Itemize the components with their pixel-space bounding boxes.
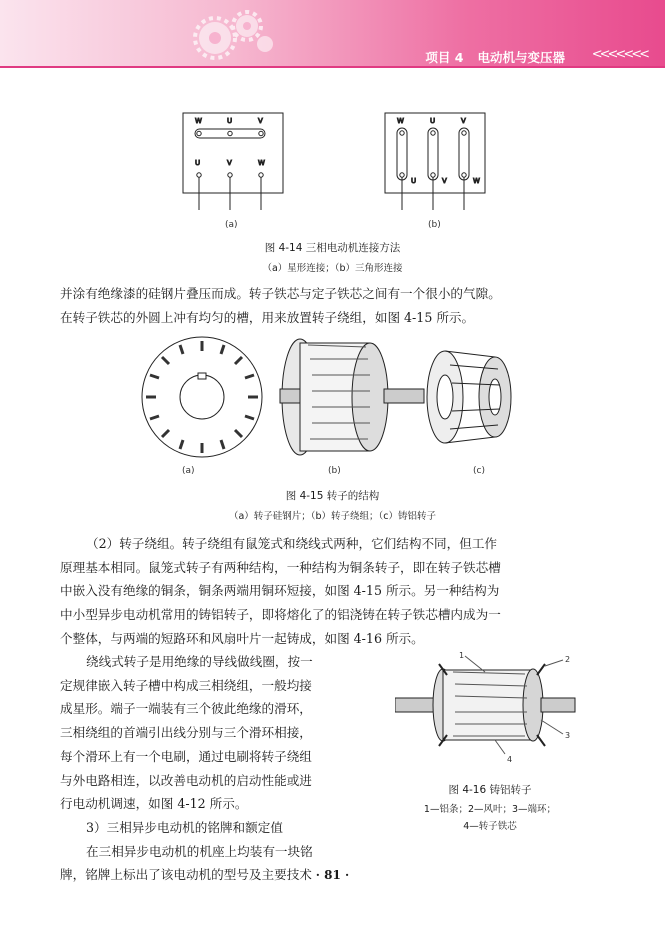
page-number: · 81 ·	[315, 868, 350, 882]
fig-4-15-label-a: (a)	[182, 466, 195, 476]
text-line: 在转子铁芯的外圆上冲有均匀的槽，用来放置转子绕组，如图 4-15 所示。	[60, 309, 475, 325]
text-line: 绕线式转子是用绝缘的导线做线圈，按一	[86, 654, 313, 669]
text-line: 个整体，与两端的短路环和风扇叶片一起铸成，如图 4-16 所示。	[60, 630, 424, 646]
fig-4-15-label-b: (b)	[328, 466, 341, 476]
fig-4-15-caption: 图 4-15 转子的结构	[285, 490, 380, 502]
svg-text:U: U	[195, 159, 201, 167]
svg-text:V: V	[227, 159, 232, 167]
svg-text:W: W	[473, 177, 480, 185]
gear-decoration-icon	[185, 4, 295, 66]
fig-4-14-caption: 图 4-14 三相电动机连接方法	[264, 242, 401, 254]
fig-4-15-label-c: (c)	[473, 466, 485, 476]
svg-text:U: U	[430, 117, 436, 125]
text-line: 每个滑环上有一个电刷，通过电刷将转子绕组	[60, 748, 312, 764]
text-line: 牌，铭牌上标出了该电动机的型号及主要技术	[60, 867, 312, 883]
text-line: 中嵌入没有绝缘的铜条，铜条两端用铜环短接，如图 4-15 所示。另一种结构为	[60, 583, 500, 599]
callout-3: 3	[565, 731, 571, 740]
fig-4-16-legend-line1: 1—铝条；2—风叶；3—端环；	[423, 804, 557, 815]
text-line: 行电动机调速，如图 4-12 所示。	[60, 796, 248, 812]
fig-4-16-caption: 图 4-16 铸铝转子	[448, 784, 532, 796]
fig-4-15-subcaption: （a）转子硅钢片；（b）转子绕组；（c）铸铝转子	[228, 511, 437, 522]
paragraph-rotor-winding	[60, 532, 620, 651]
text-line: 并涂有绝缘漆的硅钢片叠压而成。转子铁芯与定子铁芯之间有一个很小的气隙。	[60, 286, 501, 301]
chevrons-icon: <<<<<<<	[591, 47, 647, 62]
svg-text:V: V	[442, 177, 447, 185]
fig-4-14-connection-diagrams	[175, 103, 505, 233]
callout-4: 4	[507, 755, 513, 764]
text-line: （2）转子绕组。转子绕组有鼠笼式和绕线式两种，它们结构不同，但工作	[86, 536, 498, 551]
svg-text:U: U	[411, 177, 417, 185]
header-chapter: 电动机与变压器	[477, 50, 565, 65]
delta-connection-diagram	[385, 113, 485, 210]
text-line: 中小型异步电动机常用的铸铝转子，即将熔化了的铝浇铸在转子铁芯槽内成为一	[60, 607, 501, 623]
page-header-band	[0, 0, 665, 67]
paragraph-wound-rotor	[60, 650, 390, 887]
text-line: 与外电路相连，以改善电动机的启动性能或进	[60, 772, 312, 788]
callout-1: 1	[459, 651, 465, 660]
svg-text:W: W	[397, 117, 404, 125]
text-line: 原理基本相同。鼠笼式转子有两种结构，一种结构为铜条转子，即在转子铁芯槽	[60, 559, 501, 575]
section-heading: 3）三相异步电动机的铭牌和额定值	[86, 819, 283, 835]
text-line: 三相绕组的首端引出线分别与三个滑环相接，	[60, 725, 312, 741]
svg-text:V: V	[258, 117, 263, 125]
text-line: 在三相异步电动机的机座上均装有一块铭	[86, 843, 313, 859]
text-line: 成星形。端子一端装有三个彼此绝缘的滑环，	[60, 701, 312, 717]
header-project: 项目 4	[425, 50, 464, 65]
svg-text:V: V	[461, 117, 466, 125]
cast-aluminum-rotor-drawing	[427, 351, 511, 443]
callout-2: 2	[565, 655, 571, 664]
svg-text:W: W	[258, 159, 265, 167]
fig-4-16-cast-rotor-drawing	[395, 650, 585, 765]
svg-text:U: U	[227, 117, 233, 125]
svg-text:W: W	[195, 117, 202, 125]
rotor-winding-drawing	[280, 339, 424, 455]
text-line: 定规律嵌入转子槽中构成三相绕组，一般均接	[60, 677, 312, 693]
header-rule	[0, 66, 665, 68]
rotor-lamination-drawing	[142, 337, 262, 457]
fig-4-14-label-b: (b)	[428, 220, 441, 230]
fig-4-16-legend-line2: 4—转子铁芯	[463, 821, 517, 832]
fig-4-14-subcaption: （a）星形连接；（b）三角形连接	[262, 263, 403, 274]
fig-4-15-rotor-structure	[140, 335, 530, 480]
paragraph-rotor-core	[60, 282, 615, 329]
fig-4-14-label-a: (a)	[225, 220, 238, 230]
star-connection-diagram	[183, 113, 283, 210]
header-title	[425, 48, 565, 66]
